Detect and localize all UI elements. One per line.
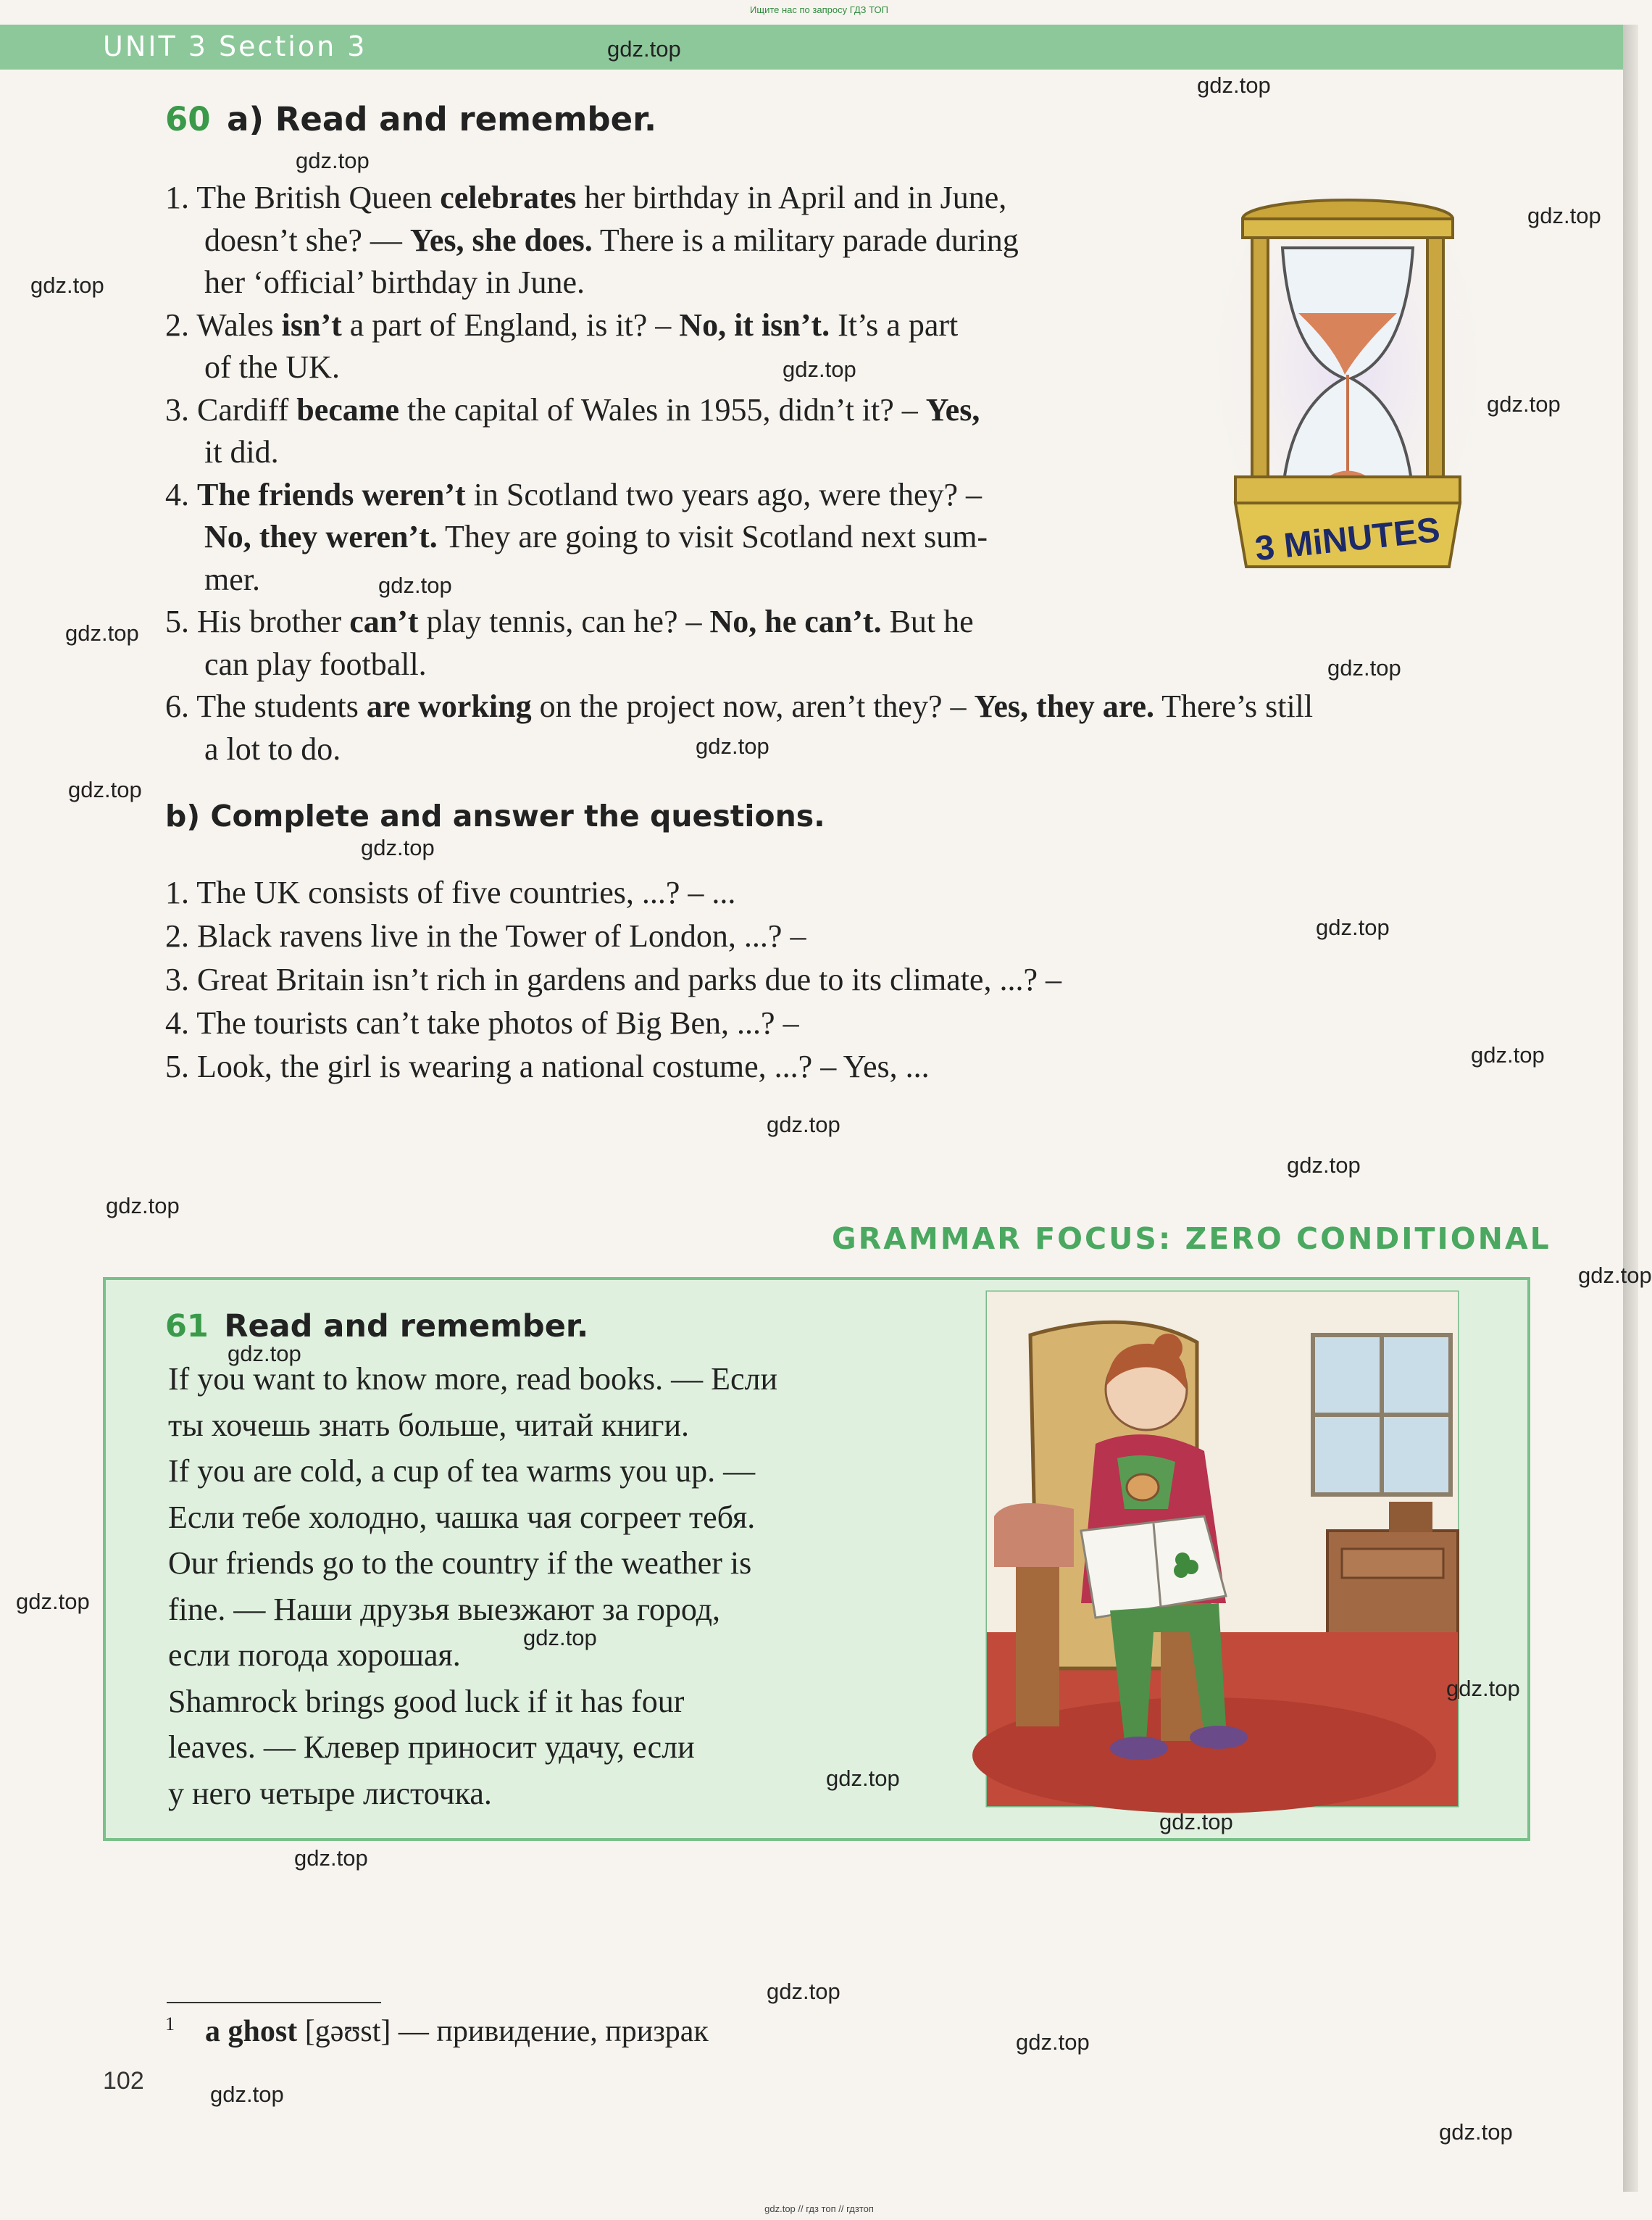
watermark: gdz.top [1159,1809,1233,1834]
plain-text: But he [881,604,974,639]
watermark: gdz.top [210,2082,284,2107]
watermark: gdz.top [378,573,452,598]
ex60a-line [204,559,260,601]
watermark: gdz.top [1446,1676,1520,1701]
emphasis-text: celebrates [440,180,577,215]
plain-text: it did. [204,434,279,470]
footnote-mark: 1 [165,2013,175,2034]
watermark: gdz.top [294,1845,368,1871]
watermark: gdz.top [696,733,769,759]
emphasis-text: can’t [349,604,419,639]
page-spine-shadow [1623,25,1638,2192]
watermark: gdz.top [296,148,370,173]
watermark: gdz.top [1316,915,1390,940]
ex61-line: If you are cold, a cup of tea warms you up. — [168,1453,756,1489]
ex61-title: Read and remember. [224,1308,589,1344]
watermark: gdz.top [1439,2119,1513,2145]
ex60-number: 60 [165,100,211,138]
watermark: gdz.top [826,1766,900,1791]
plain-text: the capital of Wales in 1955, didn’t it? – [399,391,926,428]
ex60b-question: 4. The tourists can’t take photos of Big Ben, ...? – [165,1005,799,1041]
unit-header [103,30,367,62]
watermark: gdz.top [68,777,142,802]
ex61-line: leaves. — Клевер приносит удачу, если [168,1729,695,1765]
ex60a-line [204,346,340,388]
plain-text: 4. [165,476,197,512]
emphasis-text: Yes, she does. [409,222,593,258]
watermark: gdz.top [1527,203,1601,228]
ex60a-line [165,177,1006,219]
ex60a-line [204,644,427,686]
emphasis-text: Yes, they are. [974,689,1154,724]
watermark: gdz.top [1197,72,1271,98]
ex61-line: Our friends go to the country if the weather is [168,1545,752,1581]
plain-text: her ‘official’ birthday in June. [204,265,585,300]
ex61-line: ты хочешь знать больше, читай книги. [168,1407,690,1443]
watermark: gdz.top [523,1625,597,1650]
plain-text: a part of England, is it? – [341,307,680,343]
watermark: gdz.top [361,835,435,860]
watermark: gdz.top [607,36,681,62]
bottom-note: gdz.top // гдз топ // гдзтоп [764,2203,874,2214]
unit-label: UNIT 3 [103,30,208,62]
section-label: Section 3 [219,30,367,62]
hourglass-illustration [1217,190,1478,581]
ex60a-line [204,262,585,304]
watermark: gdz.top [1471,1042,1545,1068]
plain-text: They are going to visit Scotland next sum- [437,519,988,554]
watermark: gdz.top [1287,1152,1361,1178]
watermark: gdz.top [106,1193,180,1218]
watermark: gdz.top [16,1589,90,1614]
ex60a-line [165,601,974,643]
footnote-term: a ghost [205,2015,298,2048]
emphasis-text: No, he can’t. [709,604,882,639]
ex61-number: 61 [165,1308,209,1344]
emphasis-text: The friends weren’t [197,476,466,512]
hourglass-label: 3 MiNUTES [1253,510,1442,569]
girl-reading-illustration [987,1292,1458,1806]
plain-text: 2. Wales [165,307,282,343]
footnote-definition: [gəʊst] — привидение, призрак [297,2015,709,2048]
watermark: gdz.top [228,1341,301,1366]
ex60-title-a: a) Read and remember. [227,100,657,138]
ex61-line: Если тебе холодно, чашка чая согреет тебя. [168,1499,756,1535]
watermark: gdz.top [1578,1263,1652,1288]
plain-text: There is a military parade during [592,222,1019,258]
ex60b-question: 3. Great Britain isn’t rich in gardens and parks due to its climate, ...? – [165,962,1061,997]
emphasis-text: are working [366,689,532,724]
plain-text: It’s a part [830,307,959,343]
ex61-line: Shamrock brings good luck if it has four [168,1683,685,1719]
emphasis-text: No, they weren’t. [204,519,438,554]
ex60b-question: 2. Black ravens live in the Tower of London, ...? – [165,918,806,954]
ex60a-line [204,431,279,473]
plain-text: of the UK. [204,349,340,385]
ex61-line: fine. — Наши друзья выезжают за город, [168,1591,721,1627]
plain-text: 3. Cardiff [165,391,297,428]
plain-text: play tennis, can he? – [418,604,710,639]
ex60-heading [165,100,656,138]
page-number: 102 [103,2067,144,2095]
plain-text: on the project now, aren’t they? – [531,689,975,724]
grammar-focus-heading: GRAMMAR FOCUS: ZERO CONDITIONAL [832,1221,1551,1256]
plain-text: her birthday in April and in June, [576,180,1007,215]
emphasis-text: became [296,391,399,428]
emphasis-text: No, it isn’t. [679,307,830,343]
footnote [165,2013,709,2049]
watermark: gdz.top [1016,2029,1090,2055]
watermark: gdz.top [1327,655,1401,681]
ex60a-line [204,220,1019,262]
plain-text: doesn’t she? — [204,222,410,258]
top-note: Ищите нас по запросу ГДЗ ТОП [750,4,888,15]
ex61-line: у него четыре листочка. [168,1775,492,1811]
ex60a-line [165,686,1313,728]
plain-text: 1. The British Queen [165,180,441,215]
ex60-title-b: b) Complete and answer the questions. [165,799,825,833]
emphasis-text: isn’t [281,307,342,343]
plain-text: a lot to do. [204,731,341,767]
ex60-heading-b [165,799,825,833]
plain-text: mer. [204,561,260,597]
ex60a-line [165,474,982,516]
ex61-heading [165,1308,588,1344]
watermark: gdz.top [783,357,856,382]
ex60a-line [165,304,958,346]
watermark: gdz.top [767,1112,840,1137]
ex60a-line [165,389,980,431]
ex60a-line [204,516,988,558]
plain-text: There’s still [1154,689,1314,724]
plain-text: in Scotland two years ago, were they? – [465,476,983,512]
ex60b-question: 1. The UK consists of five countries, ...? – ... [165,875,736,910]
watermark: gdz.top [767,1979,840,2004]
watermark: gdz.top [65,620,139,646]
ex60b-question: 5. Look, the girl is wearing a national costume, ...? – Yes, ... [165,1049,930,1084]
ex61-line: If you want to know more, read books. — Если [168,1361,777,1397]
ex61-line: если погода хорошая. [168,1637,461,1673]
ex60a-line [204,728,341,770]
watermark: gdz.top [30,273,104,298]
plain-text: 6. The students [165,689,367,724]
plain-text: 5. His brother [165,604,350,639]
emphasis-text: Yes, [925,391,980,428]
plain-text: can play football. [204,646,427,682]
footnote-divider [167,2002,381,2003]
watermark: gdz.top [1487,391,1561,417]
